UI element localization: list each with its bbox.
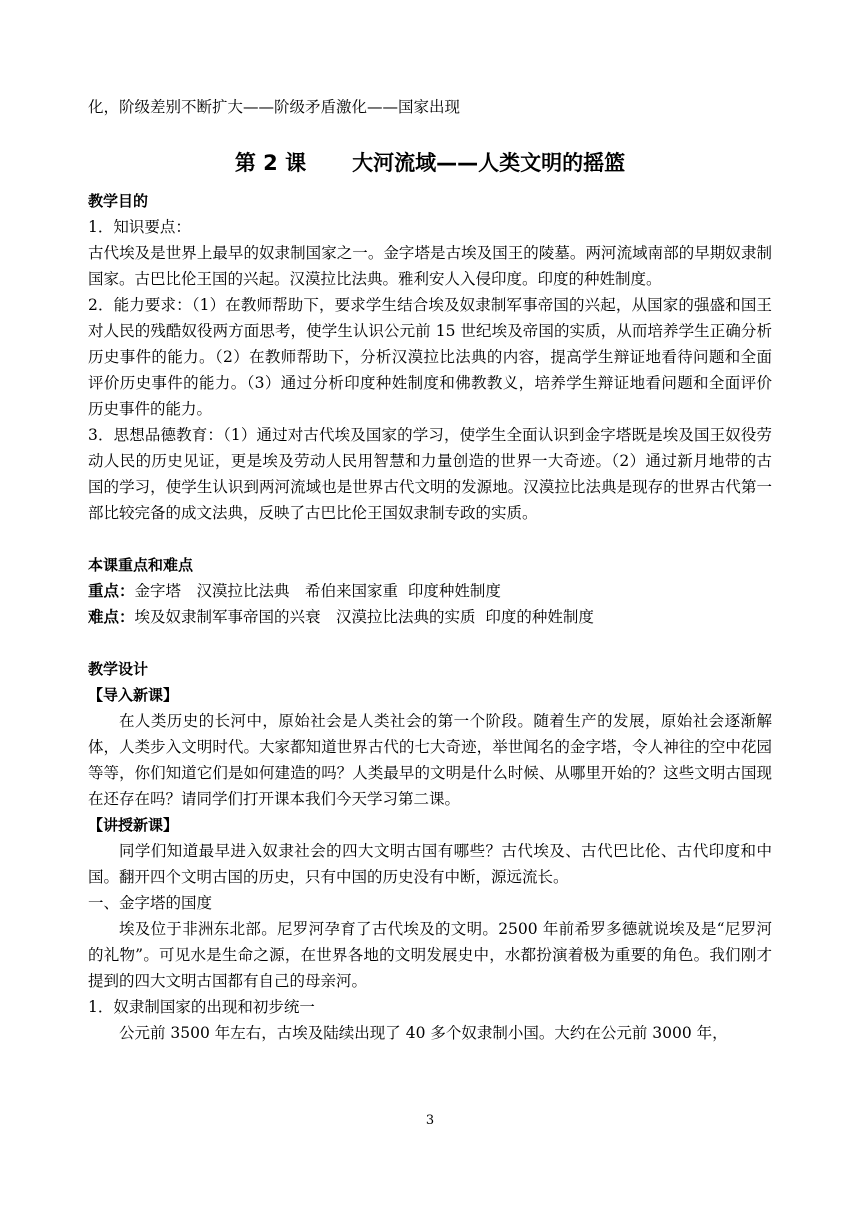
- key-points: [88, 578, 772, 604]
- subsection-text: 公元前 3500 年左右，古埃及陆续出现了 40 多个奴隶制小国。大约在公元前 3000 年，: [119, 1024, 728, 1042]
- knowledge-label: 1．知识要点：: [88, 218, 191, 236]
- ability-text: 2．能力要求：（1）在教师帮助下，要求学生结合埃及奴隶制军事帝国的兴起，从国家的强盛和国王对人民的残酷奴役两方面思考，使学生认识公元前 15 世纪埃及帝国的实质，从而培养学生正确分析历史事件的能力。（2）在教师帮助下，分析汉漠拉比法典的内容，提高学生辩证地看待问题和全面评价历史事件的能力。（3）通过分析印度种姓制度和佛教教义，培养学生辩证地看问题和全面评价历史事件的能力。: [88, 296, 772, 418]
- key-points-text: 金字塔 汉漠拉比法典 希伯来国家重 印度种姓制度: [134, 582, 501, 600]
- goals-heading: 教学目的: [88, 192, 149, 210]
- moral-text: 3．思想品德教育：（1）通过对古代埃及国家的学习，使学生全面认识到金字塔既是埃及国王奴役劳动人民的历史见证，更是埃及劳动人民用智慧和力量创造的世界一大奇迹。（2）通过新月地带的古国的学习，使学生认识到两河流域也是世界古代文明的发源地。汉漠拉比法典是现存的世界古代第一部比较完备的成文法典，反映了古巴比伦王国奴隶制专政的实质。: [88, 426, 772, 522]
- lesson-number: 第 2 课: [234, 151, 307, 175]
- subsection-heading: 1．奴隶制国家的出现和初步统一: [88, 998, 315, 1016]
- lesson-title: [88, 148, 772, 178]
- lesson-name: 大河流域——人类文明的摇篮: [352, 151, 626, 175]
- key-points-label: 重点：: [88, 582, 135, 600]
- difficult-points: [88, 604, 772, 630]
- teach-label: 【讲授新课】: [88, 816, 179, 834]
- difficult-points-label: 难点：: [88, 608, 135, 626]
- continued-line: 化，阶级差别不断扩大——阶级矛盾激化——国家出现: [88, 98, 461, 116]
- key-heading: 本课重点和难点: [88, 556, 194, 574]
- knowledge-text: 古代埃及是世界上最早的奴隶制国家之一。金字塔是古埃及国王的陵墓。两河流域南部的早期奴隶制国家。古巴比伦王国的兴起。汉漠拉比法典。雅利安人入侵印度。印度的种姓制度。: [88, 244, 772, 288]
- document-page: [88, 94, 772, 1046]
- difficult-points-text: 埃及奴隶制军事帝国的兴衰 汉漠拉比法典的实质 印度的种姓制度: [134, 608, 594, 626]
- design-heading: 教学设计: [88, 660, 149, 678]
- intro-label: 【导入新课】: [88, 686, 179, 704]
- section-heading: 一、金字塔的国度: [88, 894, 213, 912]
- section-text: 埃及位于非洲东北部。尼罗河孕育了古代埃及的文明。2500 年前希罗多德就说埃及是“尼罗河的礼物”。可见水是生命之源，在世界各地的文明发展史中，水都扮演着极为重要的角色。我们刚才提到的四大文明古国都有自己的母亲河。: [88, 920, 772, 990]
- intro-text: 在人类历史的长河中，原始社会是人类社会的第一个阶段。随着生产的发展，原始社会逐渐解体，人类步入文明时代。大家都知道世界古代的七大奇迹，举世闻名的金字塔，令人神往的空中花园等等，你们知道它们是如何建造的吗？人类最早的文明是什么时候、从哪里开始的？这些文明古国现在还存在吗？请同学们打开课本我们今天学习第二课。: [88, 712, 772, 808]
- teach-text: 同学们知道最早进入奴隶社会的四大文明古国有哪些？古代埃及、古代巴比伦、古代印度和中国。翻开四个文明古国的历史，只有中国的历史没有中断，源远流长。: [88, 842, 772, 886]
- page-number: 3: [425, 1113, 435, 1128]
